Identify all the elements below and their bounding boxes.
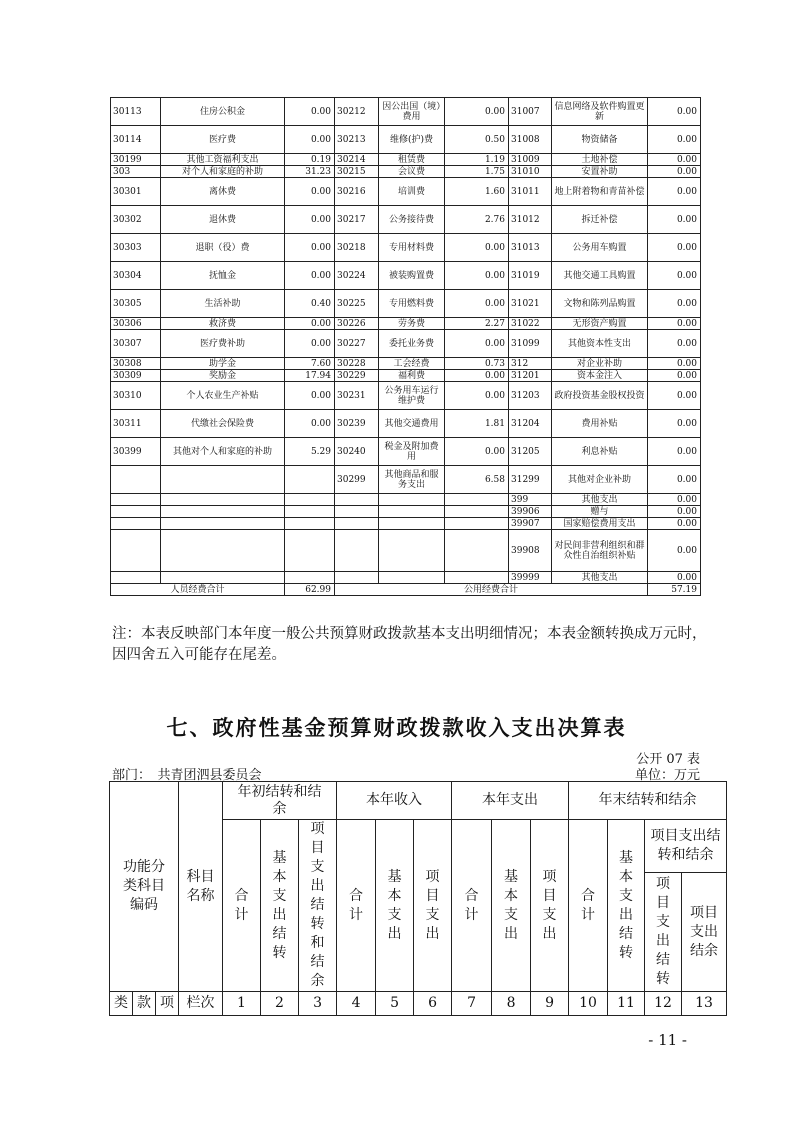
cell-name: 信息网络及软件购置更新 bbox=[552, 98, 648, 126]
table-row bbox=[111, 382, 701, 410]
cell-name: 对企业补助 bbox=[552, 358, 648, 370]
cell-code: 30213 bbox=[335, 126, 379, 154]
cell-name: 对个人和家庭的补助 bbox=[161, 166, 285, 178]
cell-name: 福利费 bbox=[379, 370, 445, 382]
cell-num: 17.94 bbox=[285, 370, 335, 382]
cell-num: 0.00 bbox=[648, 518, 701, 530]
cell-code: 31022 bbox=[509, 318, 552, 330]
cell-num bbox=[445, 518, 509, 530]
total-personnel-value: 62.99 bbox=[285, 584, 335, 596]
cell-name: 其他资本性支出 bbox=[552, 330, 648, 358]
cell-num: 0.00 bbox=[285, 318, 335, 330]
cell-name: 专用材料费 bbox=[379, 234, 445, 262]
cell-num: 0.00 bbox=[648, 154, 701, 166]
cell-num: 0.00 bbox=[445, 234, 509, 262]
cell-code: 30225 bbox=[335, 290, 379, 318]
cell-num bbox=[445, 506, 509, 518]
column-number: 7 bbox=[452, 992, 492, 1016]
table-row bbox=[111, 438, 701, 466]
column-number: 13 bbox=[682, 992, 727, 1016]
sub-basic-carry: 基本支出结转 bbox=[608, 820, 645, 992]
cell-num: 0.00 bbox=[285, 178, 335, 206]
cell-code: 30229 bbox=[335, 370, 379, 382]
cell-num: 0.50 bbox=[445, 126, 509, 154]
cell-num bbox=[285, 572, 335, 584]
cell-code: 31007 bbox=[509, 98, 552, 126]
cell-name: 退职（役）费 bbox=[161, 234, 285, 262]
cell-num: 0.00 bbox=[445, 290, 509, 318]
cell-code: 30310 bbox=[111, 382, 161, 410]
cell-name: 其他支出 bbox=[552, 572, 648, 584]
cell-num bbox=[285, 466, 335, 494]
cell-num bbox=[285, 494, 335, 506]
cell-name: 维修(护)费 bbox=[379, 126, 445, 154]
cell-code: 30199 bbox=[111, 154, 161, 166]
cell-code: 30214 bbox=[335, 154, 379, 166]
cell-code: 30224 bbox=[335, 262, 379, 290]
cell-code: 39906 bbox=[509, 506, 552, 518]
cell-code: 30114 bbox=[111, 126, 161, 154]
table-row bbox=[111, 330, 701, 358]
cell-name: 其他对个人和家庭的补助 bbox=[161, 438, 285, 466]
cell-code: 30306 bbox=[111, 318, 161, 330]
cell-num: 0.00 bbox=[445, 370, 509, 382]
cell-code: 30301 bbox=[111, 178, 161, 206]
cell-name: 土地补偿 bbox=[552, 154, 648, 166]
column-number: 5 bbox=[376, 992, 414, 1016]
cell-num: 0.00 bbox=[285, 98, 335, 126]
sub-basic: 基本支出 bbox=[376, 820, 414, 992]
cell-name bbox=[161, 506, 285, 518]
cell-name: 抚恤金 bbox=[161, 262, 285, 290]
sub-project-carry: 项目支出结转 bbox=[645, 873, 682, 992]
cell-name: 资本金注入 bbox=[552, 370, 648, 382]
column-number: 8 bbox=[492, 992, 531, 1016]
cell-code: 31299 bbox=[509, 466, 552, 494]
cell-name: 医疗费 bbox=[161, 126, 285, 154]
sub-total: 合计 bbox=[337, 820, 376, 992]
cell-code: 39999 bbox=[509, 572, 552, 584]
cell-name: 安置补助 bbox=[552, 166, 648, 178]
cell-code: 30299 bbox=[335, 466, 379, 494]
cell-num: 1.81 bbox=[445, 410, 509, 438]
cell-code: 31013 bbox=[509, 234, 552, 262]
cell-num bbox=[285, 518, 335, 530]
cell-name: 拆迁补偿 bbox=[552, 206, 648, 234]
cell-name: 税金及附加费用 bbox=[379, 438, 445, 466]
cell-name: 其他交通费用 bbox=[379, 410, 445, 438]
cell-code: 30113 bbox=[111, 98, 161, 126]
cell-code: 30307 bbox=[111, 330, 161, 358]
cell-num: 31.23 bbox=[285, 166, 335, 178]
cell-num: 0.00 bbox=[445, 438, 509, 466]
cell-code: 31205 bbox=[509, 438, 552, 466]
column-number: 6 bbox=[414, 992, 452, 1016]
cell-name: 离休费 bbox=[161, 178, 285, 206]
cell-num: 0.00 bbox=[445, 262, 509, 290]
cell-name: 代缴社会保险费 bbox=[161, 410, 285, 438]
cell-name: 公务用车购置 bbox=[552, 234, 648, 262]
cell-code: 31009 bbox=[509, 154, 552, 166]
cell-num: 0.00 bbox=[648, 290, 701, 318]
cell-code: 30305 bbox=[111, 290, 161, 318]
cell-code: 30302 bbox=[111, 206, 161, 234]
cell-num: 1.75 bbox=[445, 166, 509, 178]
table-row bbox=[111, 154, 701, 166]
table-row bbox=[111, 530, 701, 572]
cell-name bbox=[161, 518, 285, 530]
cell-code: 31204 bbox=[509, 410, 552, 438]
government-fund-table bbox=[109, 781, 727, 1016]
column-number: 10 bbox=[569, 992, 608, 1016]
cell-name: 租赁费 bbox=[379, 154, 445, 166]
sub-project-carry-balance: 项目支出结转和结余 bbox=[299, 820, 337, 992]
sub-project-carry-balance: 项目支出结转和结余 bbox=[645, 820, 727, 873]
label-kuan: 款 bbox=[133, 992, 156, 1016]
sub-project: 项目支出 bbox=[414, 820, 452, 992]
cell-name: 会议费 bbox=[379, 166, 445, 178]
cell-num: 0.00 bbox=[648, 178, 701, 206]
cell-num bbox=[285, 506, 335, 518]
cell-name: 其他支出 bbox=[552, 494, 648, 506]
cell-name: 被装购置费 bbox=[379, 262, 445, 290]
cell-name bbox=[379, 572, 445, 584]
cell-num: 0.00 bbox=[648, 358, 701, 370]
cell-name: 工会经费 bbox=[379, 358, 445, 370]
cell-num: 0.00 bbox=[648, 166, 701, 178]
cell-code: 31201 bbox=[509, 370, 552, 382]
header-begin-balance: 年初结转和结余 bbox=[223, 782, 337, 820]
table-row bbox=[111, 98, 701, 126]
cell-num: 0.73 bbox=[445, 358, 509, 370]
table-row bbox=[111, 206, 701, 234]
column-number: 4 bbox=[337, 992, 376, 1016]
cell-code: 30226 bbox=[335, 318, 379, 330]
cell-num bbox=[285, 530, 335, 572]
cell-name: 专用燃料费 bbox=[379, 290, 445, 318]
cell-code: 31099 bbox=[509, 330, 552, 358]
cell-num: 0.00 bbox=[648, 506, 701, 518]
cell-code bbox=[335, 572, 379, 584]
cell-name: 政府投资基金股权投资 bbox=[552, 382, 648, 410]
cell-name bbox=[161, 572, 285, 584]
cell-name: 无形资产购置 bbox=[552, 318, 648, 330]
cell-num: 0.00 bbox=[445, 98, 509, 126]
cell-num: 7.60 bbox=[285, 358, 335, 370]
cell-name bbox=[379, 506, 445, 518]
cell-num: 0.00 bbox=[648, 572, 701, 584]
sub-total: 合计 bbox=[452, 820, 492, 992]
cell-name: 其他工资福利支出 bbox=[161, 154, 285, 166]
cell-num: 2.76 bbox=[445, 206, 509, 234]
table-row bbox=[111, 506, 701, 518]
cell-name: 对民间非营利组织和群众性自治组织补贴 bbox=[552, 530, 648, 572]
cell-name: 退休费 bbox=[161, 206, 285, 234]
cell-code: 31019 bbox=[509, 262, 552, 290]
cell-code: 30218 bbox=[335, 234, 379, 262]
label-lei: 类 bbox=[110, 992, 133, 1016]
cell-name: 培训费 bbox=[379, 178, 445, 206]
cell-code: 30227 bbox=[335, 330, 379, 358]
cell-code bbox=[335, 494, 379, 506]
sub-basic-carry: 基本支出结转 bbox=[261, 820, 299, 992]
cell-code: 30304 bbox=[111, 262, 161, 290]
sub-project: 项目支出 bbox=[531, 820, 569, 992]
cell-code: 30399 bbox=[111, 438, 161, 466]
table-row bbox=[111, 572, 701, 584]
cell-name: 物资储备 bbox=[552, 126, 648, 154]
total-personnel-label: 人员经费合计 bbox=[111, 584, 285, 596]
cell-name: 医疗费补助 bbox=[161, 330, 285, 358]
cell-code: 30309 bbox=[111, 370, 161, 382]
table-row bbox=[111, 358, 701, 370]
cell-num: 0.00 bbox=[285, 262, 335, 290]
cell-name: 地上附着物和青苗补偿 bbox=[552, 178, 648, 206]
sub-total: 合计 bbox=[569, 820, 608, 992]
table-row bbox=[111, 494, 701, 506]
cell-name: 助学金 bbox=[161, 358, 285, 370]
cell-code: 30216 bbox=[335, 178, 379, 206]
cell-code: 303 bbox=[111, 166, 161, 178]
department-label: 部门： 共青团泗县委员会 bbox=[112, 768, 262, 783]
cell-code: 39908 bbox=[509, 530, 552, 572]
cell-num: 0.00 bbox=[285, 410, 335, 438]
cell-code: 31012 bbox=[509, 206, 552, 234]
cell-name: 其他对企业补助 bbox=[552, 466, 648, 494]
cell-num: 0.40 bbox=[285, 290, 335, 318]
cell-code bbox=[111, 494, 161, 506]
cell-code bbox=[111, 506, 161, 518]
cell-num bbox=[445, 572, 509, 584]
table-row bbox=[111, 466, 701, 494]
cell-name: 赠与 bbox=[552, 506, 648, 518]
cell-num: 2.27 bbox=[445, 318, 509, 330]
cell-name: 其他商品和服务支出 bbox=[379, 466, 445, 494]
cell-name: 文物和陈列品购置 bbox=[552, 290, 648, 318]
table-row bbox=[111, 166, 701, 178]
cell-code: 30240 bbox=[335, 438, 379, 466]
cell-code: 399 bbox=[509, 494, 552, 506]
form-number: 公开 07 表 bbox=[636, 752, 700, 767]
table-row bbox=[111, 234, 701, 262]
sub-project-balance: 项目支出结余 bbox=[682, 873, 727, 992]
cell-num: 0.00 bbox=[648, 438, 701, 466]
cell-code: 30239 bbox=[335, 410, 379, 438]
column-number: 9 bbox=[531, 992, 569, 1016]
cell-code: 30212 bbox=[335, 98, 379, 126]
column-number: 11 bbox=[608, 992, 645, 1016]
cell-code bbox=[111, 572, 161, 584]
cell-name bbox=[161, 530, 285, 572]
cell-code: 31010 bbox=[509, 166, 552, 178]
cell-name: 救济费 bbox=[161, 318, 285, 330]
cell-num: 0.00 bbox=[648, 494, 701, 506]
total-public-value: 57.19 bbox=[648, 584, 701, 596]
cell-code: 31008 bbox=[509, 126, 552, 154]
table-row bbox=[111, 126, 701, 154]
cell-num: 0.00 bbox=[445, 330, 509, 358]
header-end-balance: 年末结转和结余 bbox=[569, 782, 727, 820]
sub-basic: 基本支出 bbox=[492, 820, 531, 992]
unit-label: 单位：万元 bbox=[634, 768, 700, 783]
cell-num: 0.00 bbox=[648, 262, 701, 290]
cell-num: 0.00 bbox=[285, 234, 335, 262]
cell-code: 30228 bbox=[335, 358, 379, 370]
cell-num: 0.00 bbox=[648, 98, 701, 126]
table-row bbox=[111, 262, 701, 290]
cell-name: 劳务费 bbox=[379, 318, 445, 330]
cell-num bbox=[445, 530, 509, 572]
cell-name bbox=[379, 530, 445, 572]
cell-num: 0.00 bbox=[648, 530, 701, 572]
page-number: - 11 - bbox=[648, 1031, 687, 1049]
cell-num: 0.00 bbox=[648, 466, 701, 494]
cell-name: 费用补贴 bbox=[552, 410, 648, 438]
cell-num: 5.29 bbox=[285, 438, 335, 466]
cell-name bbox=[379, 518, 445, 530]
cell-num: 1.60 bbox=[445, 178, 509, 206]
table-row bbox=[111, 410, 701, 438]
total-public-label: 公用经费合计 bbox=[335, 584, 648, 596]
cell-code: 30217 bbox=[335, 206, 379, 234]
section-title: 七、政府性基金预算财政拨款收入支出决算表 bbox=[166, 715, 627, 740]
cell-code bbox=[111, 518, 161, 530]
cell-code: 31011 bbox=[509, 178, 552, 206]
cell-code: 39907 bbox=[509, 518, 552, 530]
column-number: 12 bbox=[645, 992, 682, 1016]
cell-name bbox=[161, 494, 285, 506]
cell-code: 31021 bbox=[509, 290, 552, 318]
cell-name: 委托业务费 bbox=[379, 330, 445, 358]
cell-name: 住房公积金 bbox=[161, 98, 285, 126]
cell-name: 公务接待费 bbox=[379, 206, 445, 234]
label-xiang: 项 bbox=[156, 992, 179, 1016]
sub-total: 合计 bbox=[223, 820, 261, 992]
cell-name bbox=[161, 466, 285, 494]
cell-num: 0.00 bbox=[648, 370, 701, 382]
cell-num: 0.00 bbox=[648, 234, 701, 262]
cell-name: 公务用车运行维护费 bbox=[379, 382, 445, 410]
table-note: 注：本表反映部门本年度一般公共预算财政拨款基本支出明细情况；本表金额转换成万元时，因四舍五入可能存在尾差。 bbox=[112, 626, 707, 663]
cell-name: 因公出国（境）费用 bbox=[379, 98, 445, 126]
cell-code: 30303 bbox=[111, 234, 161, 262]
cell-code: 30308 bbox=[111, 358, 161, 370]
cell-num: 0.00 bbox=[648, 330, 701, 358]
cell-num: 0.00 bbox=[648, 318, 701, 330]
cell-name bbox=[379, 494, 445, 506]
cell-num: 0.00 bbox=[285, 126, 335, 154]
expense-detail-table bbox=[110, 97, 701, 596]
label-lanci: 栏次 bbox=[179, 992, 223, 1016]
cell-code: 312 bbox=[509, 358, 552, 370]
table-row bbox=[111, 518, 701, 530]
cell-code: 30215 bbox=[335, 166, 379, 178]
cell-num: 0.00 bbox=[648, 206, 701, 234]
cell-code bbox=[111, 466, 161, 494]
header-func-code: 功能分类科目编码 bbox=[110, 782, 179, 992]
cell-name: 生活补助 bbox=[161, 290, 285, 318]
column-number: 2 bbox=[261, 992, 299, 1016]
cell-name: 奖励金 bbox=[161, 370, 285, 382]
cell-code bbox=[335, 530, 379, 572]
total-row bbox=[111, 584, 701, 596]
cell-num: 0.00 bbox=[648, 410, 701, 438]
header-income: 本年收入 bbox=[337, 782, 452, 820]
cell-name: 国家赔偿费用支出 bbox=[552, 518, 648, 530]
cell-num: 0.00 bbox=[648, 126, 701, 154]
column-number: 1 bbox=[223, 992, 261, 1016]
cell-num: 0.00 bbox=[445, 382, 509, 410]
cell-num bbox=[445, 494, 509, 506]
cell-name: 利息补贴 bbox=[552, 438, 648, 466]
table-row bbox=[111, 318, 701, 330]
cell-code bbox=[335, 518, 379, 530]
cell-num: 0.00 bbox=[285, 330, 335, 358]
cell-num: 0.19 bbox=[285, 154, 335, 166]
table-row bbox=[111, 178, 701, 206]
cell-code: 30311 bbox=[111, 410, 161, 438]
header-subject-name: 科目名称 bbox=[179, 782, 223, 992]
cell-code bbox=[111, 530, 161, 572]
cell-code bbox=[335, 506, 379, 518]
cell-code: 31203 bbox=[509, 382, 552, 410]
cell-num: 0.00 bbox=[648, 382, 701, 410]
table-row bbox=[111, 370, 701, 382]
cell-num: 6.58 bbox=[445, 466, 509, 494]
cell-code: 30231 bbox=[335, 382, 379, 410]
column-number: 3 bbox=[299, 992, 337, 1016]
cell-name: 其他交通工具购置 bbox=[552, 262, 648, 290]
cell-num: 0.00 bbox=[285, 382, 335, 410]
cell-name: 个人农业生产补贴 bbox=[161, 382, 285, 410]
header-expense: 本年支出 bbox=[452, 782, 569, 820]
table-row bbox=[111, 290, 701, 318]
cell-num: 1.19 bbox=[445, 154, 509, 166]
cell-num: 0.00 bbox=[285, 206, 335, 234]
